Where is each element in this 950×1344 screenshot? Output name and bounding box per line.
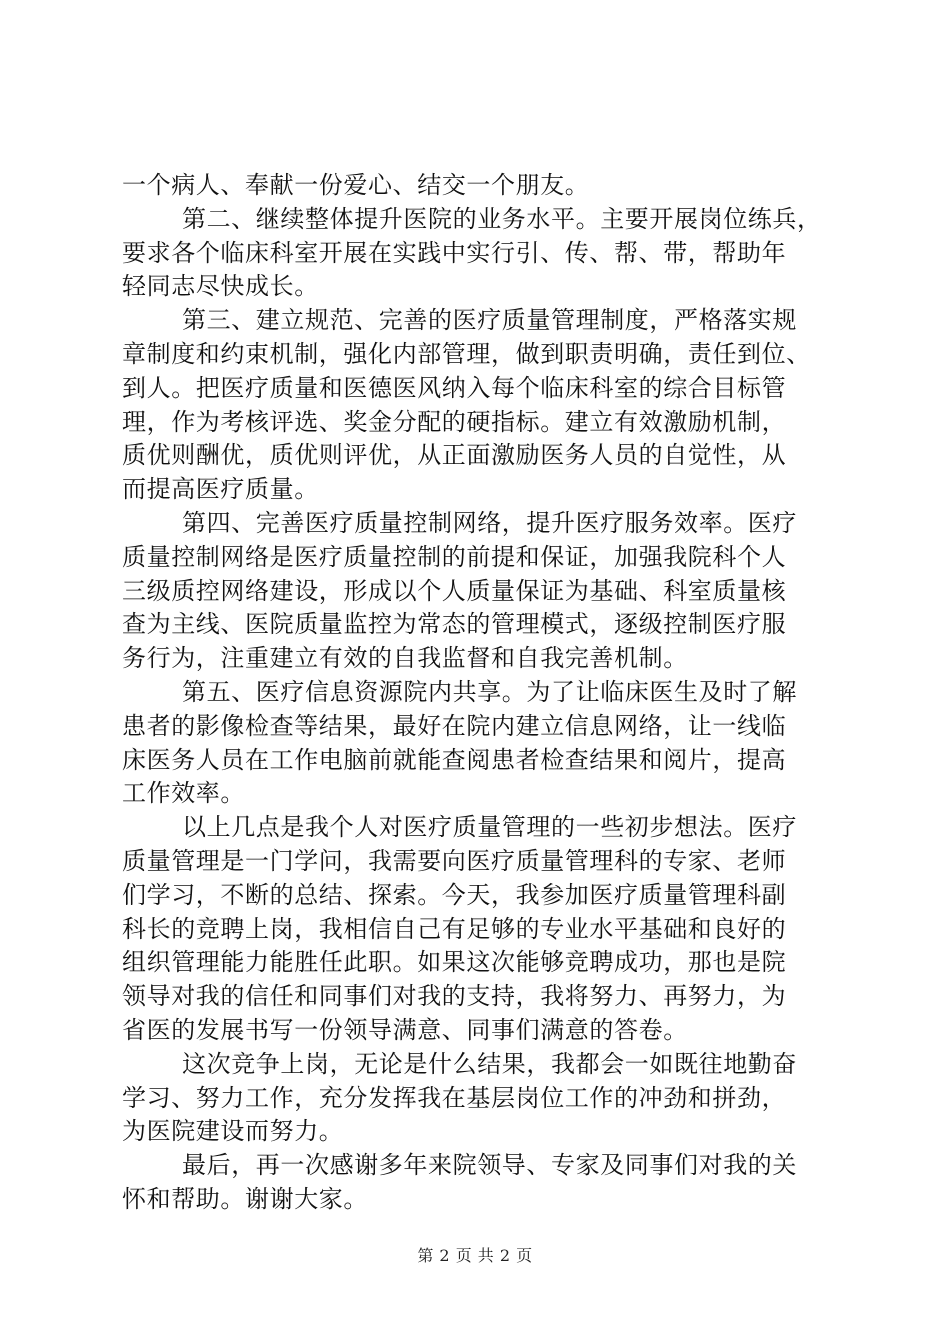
paragraph-start-line: 第四、完善医疗质量控制网络，提升医疗服务效率。医疗 [182,508,797,537]
paragraph-start-line: 这次竞争上岗，无论是什么结果，我都会一如既往地勤奋 [182,1049,797,1078]
text-line: 质优则酬优，质优则评优，从正面激励医务人员的自觉性，从 [122,441,787,470]
text-line: 一个病人、奉献一份爱心、结交一个朋友。 [122,171,590,199]
text-line: 要求各个临床科室开展在实践中实行引、传、帮、带，帮助年 [122,238,787,267]
document-body [122,169,834,1217]
page-number-footer: 第 2 页 共 2 页 [417,1246,533,1265]
text-line: 质量管理是一门学问，我需要向医疗质量管理科的专家、老师 [122,846,787,875]
text-line: 怀和帮助。谢谢大家。 [122,1184,368,1213]
text-line: 质量控制网络是医疗质量控制的前提和保证，加强我院科个人 [122,542,787,571]
text-line: 科长的竞聘上岗，我相信自己有足够的专业水平基础和良好的 [122,914,787,943]
paragraph-start-line: 最后，再一次感谢多年来院领导、专家及同事们对我的关 [182,1151,797,1180]
paragraph-start-line: 第五、医疗信息资源院内共享。为了让临床医生及时了解 [182,677,797,706]
text-line: 查为主线、医院质量监控为常态的管理模式，逐级控制医疗服 [122,610,787,639]
text-line: 务行为，注重建立有效的自我监督和自我完善机制。 [122,644,688,673]
text-line: 省医的发展书写一份领导满意、同事们满意的答卷。 [122,1015,688,1044]
paragraph-start-line: 第三、建立规范、完善的医疗质量管理制度，严格落实规 [182,306,797,335]
text-line: 三级质控网络建设，形成以个人质量保证为基础、科室质量核 [122,576,787,605]
text-line: 学习、努力工作，充分发挥我在基层岗位工作的冲劲和拼劲， [122,1083,787,1112]
text-line: 组织管理能力能胜任此职。如果这次能够竞聘成功，那也是院 [122,948,787,977]
text-line: 理，作为考核评选、奖金分配的硬指标。建立有效激励机制， [122,407,787,436]
text-line: 到人。把医疗质量和医德医风纳入每个临床科室的综合目标管 [122,373,787,402]
text-line: 而提高医疗质量。 [122,475,319,504]
text-line: 领导对我的信任和同事们对我的支持，我将努力、再努力，为 [122,982,787,1011]
paragraph-start-line: 第二、继续整体提升医院的业务水平。主要开展岗位练兵， [182,204,822,233]
text-line: 工作效率。 [122,779,245,808]
text-line: 轻同志尽快成长。 [122,272,319,301]
text-line: 患者的影像检查等结果，最好在院内建立信息网络，让一线临 [122,711,787,740]
text-line: 为医院建设而努力。 [122,1117,344,1146]
text-line: 床医务人员在工作电脑前就能查阅患者检查结果和阅片，提高 [122,745,787,774]
text-line: 们学习，不断的总结、探索。今天，我参加医疗质量管理科副 [122,880,787,909]
paragraph-start-line: 以上几点是我个人对医疗质量管理的一些初步想法。医疗 [182,813,797,842]
text-line: 章制度和约束机制，强化内部管理，做到职责明确，责任到位、 [122,339,811,368]
